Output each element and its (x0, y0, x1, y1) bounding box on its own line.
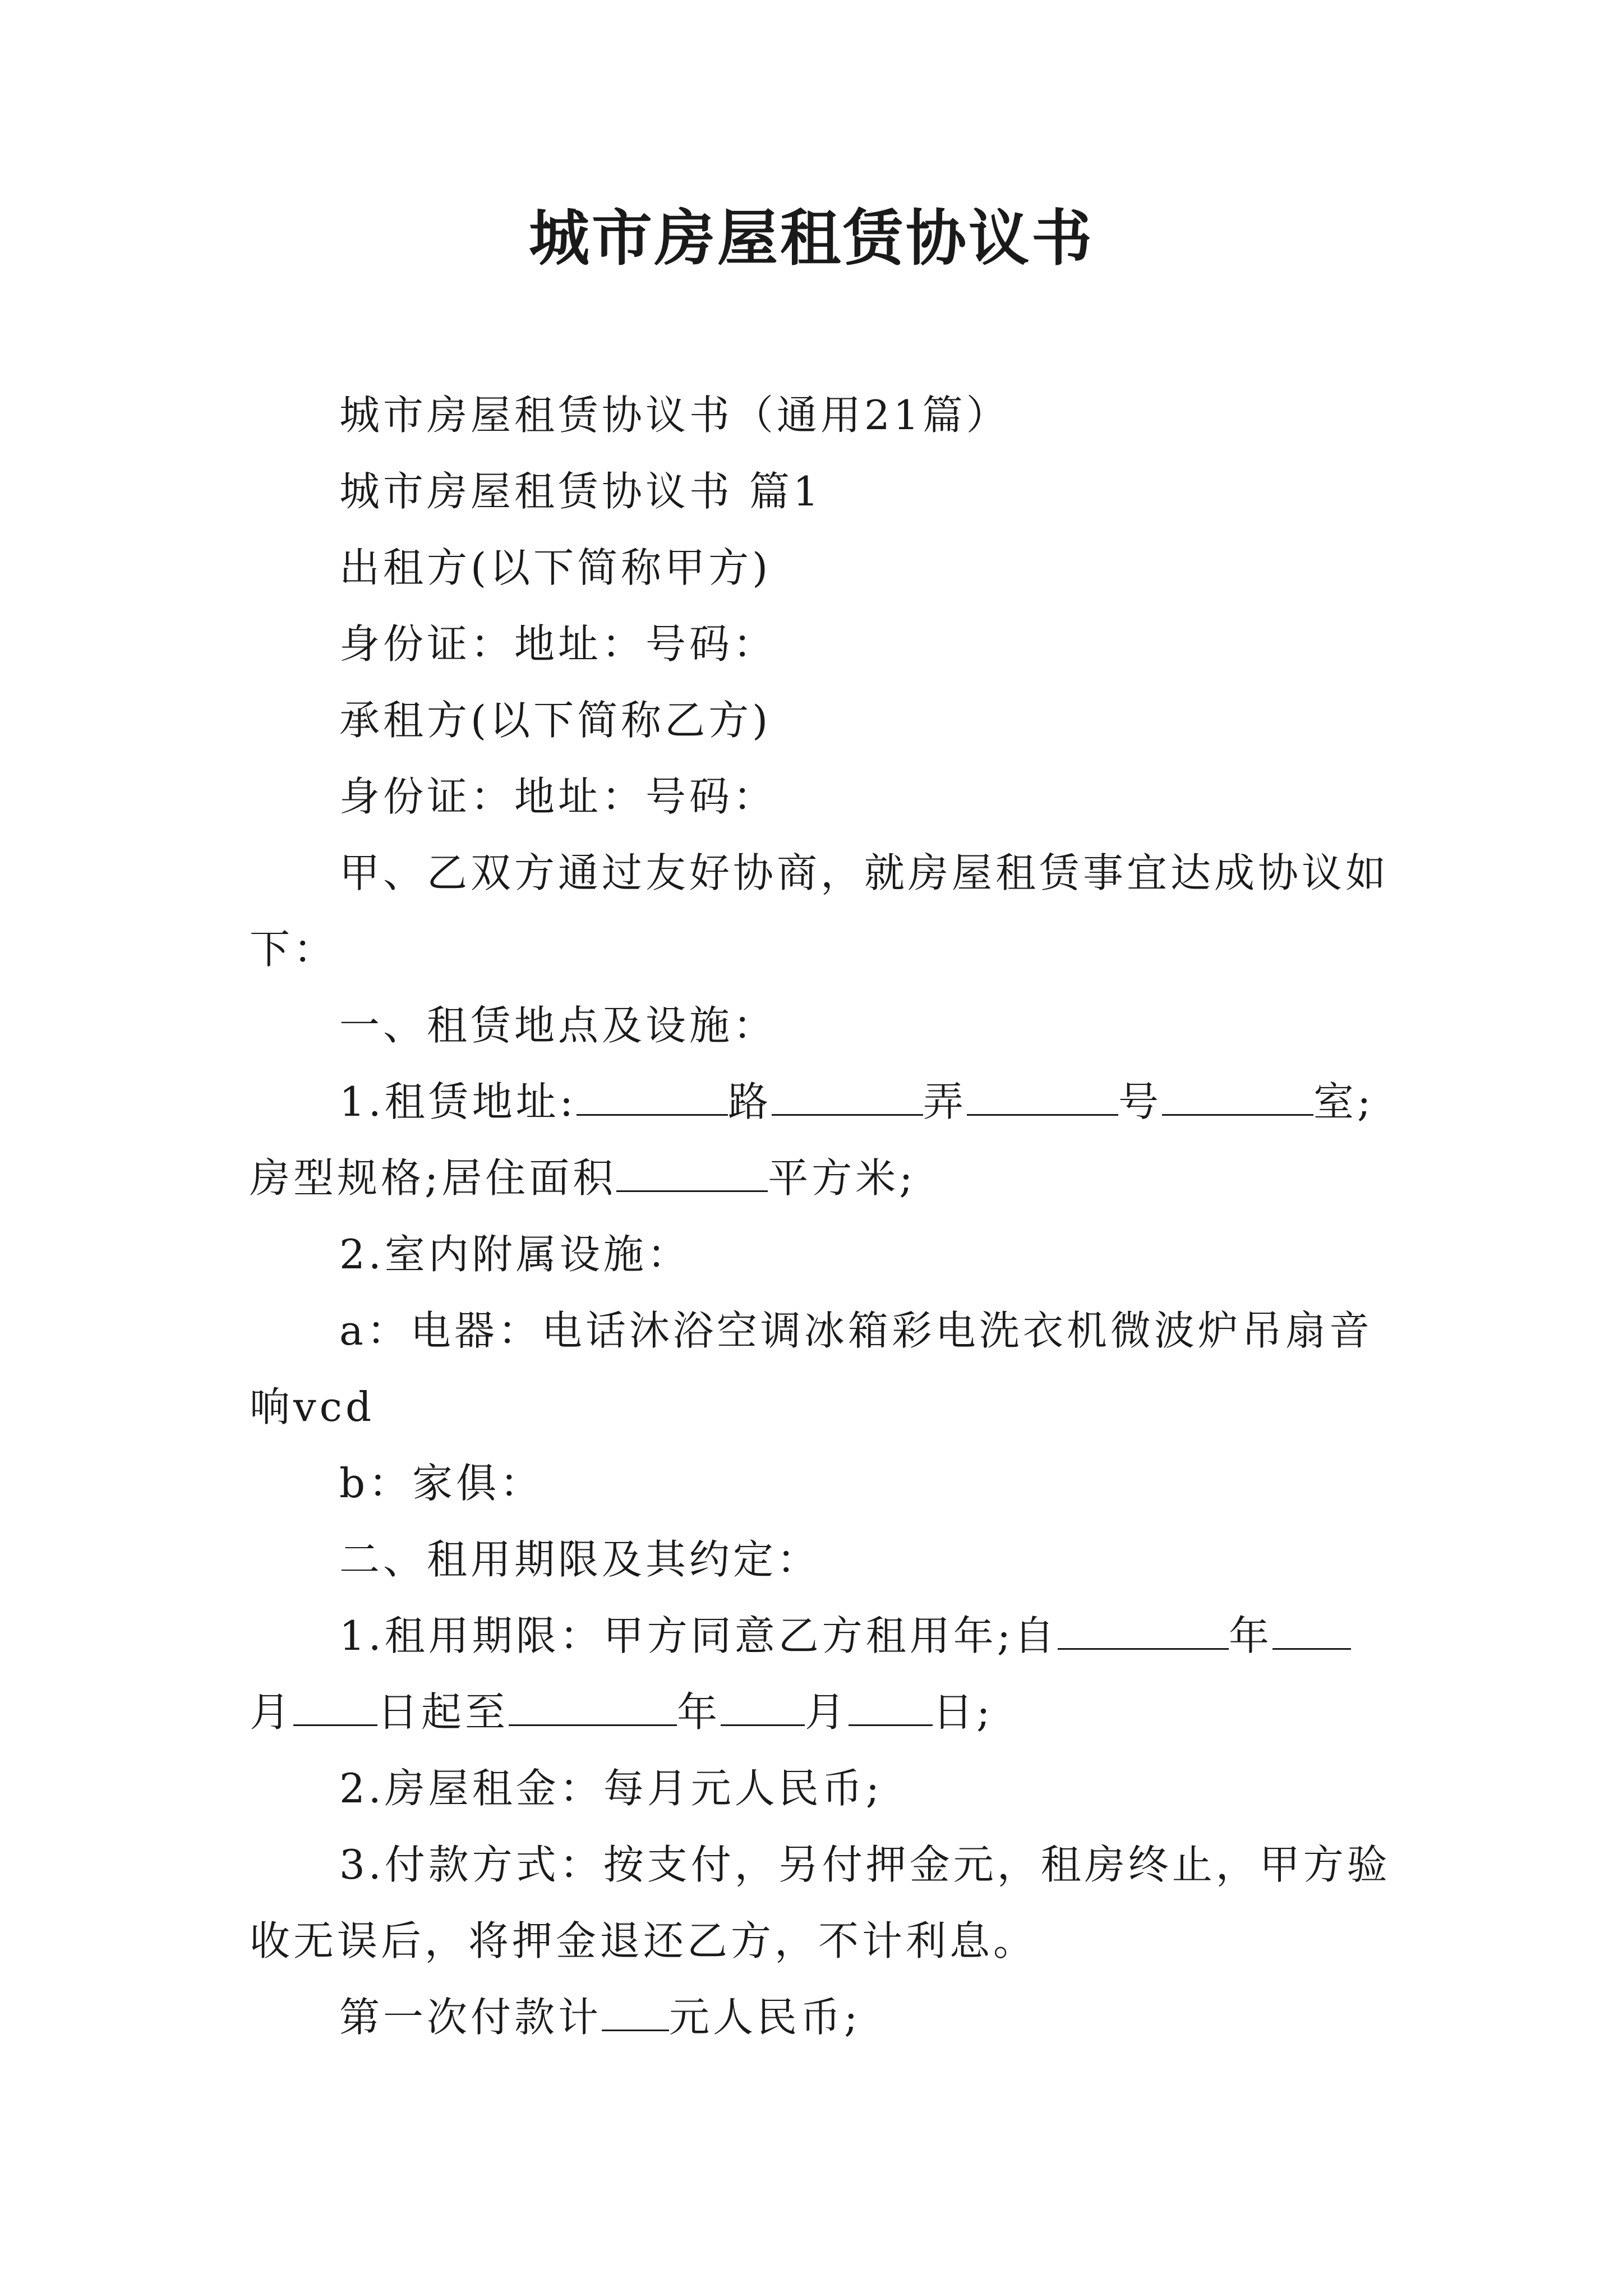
section-heading-1: 城市房屋租赁协议书 篇1 (339, 468, 822, 515)
end-year-label: 年 (677, 1688, 721, 1736)
end-month-blank[interactable] (721, 1685, 805, 1726)
rent-line: 2.房屋租金：每月元人民币; (339, 1765, 883, 1812)
lane-label: 弄 (923, 1078, 967, 1125)
lease-term-line-cont (250, 1684, 1377, 1740)
end-day-label: 日; (933, 1688, 994, 1736)
start-year-blank[interactable] (1058, 1609, 1229, 1650)
furniture-line: b：家俱： (339, 1460, 544, 1507)
end-day-blank[interactable] (849, 1685, 933, 1726)
start-day-blank[interactable] (293, 1685, 377, 1726)
room-blank[interactable] (1162, 1075, 1313, 1116)
rental-address-line (250, 1074, 1377, 1130)
lessor-line: 出租方(以下简称甲方) (339, 544, 772, 591)
start-day-label: 日起至 (377, 1688, 509, 1736)
lessor-id-line: 身份证：地址：号码： (339, 620, 777, 668)
start-month-label: 月 (250, 1688, 294, 1736)
payment-method-line: 3.付款方式：按支付，另付押金元，租房终止，甲方验 (339, 1841, 1391, 1888)
appliances-line: a：电器：电话沐浴空调冰箱彩电洗衣机微波炉吊扇音 (339, 1307, 1373, 1354)
lessee-line: 承租方(以下简称乙方) (339, 697, 772, 744)
first-payment-unit: 元人民币; (669, 1994, 861, 2041)
first-payment-label: 第一次付款计 (339, 1994, 602, 2041)
payment-method-line-cont: 收无误后，将押金退还乙方，不计利息。 (250, 1917, 1038, 1964)
clause-2-heading: 二、租用期限及其约定： (339, 1536, 821, 1583)
room-label: 室; (1313, 1078, 1375, 1125)
road-label: 路 (727, 1078, 772, 1125)
first-payment-line (250, 1989, 1377, 2045)
start-month-blank[interactable] (1272, 1609, 1351, 1650)
area-blank[interactable] (616, 1151, 768, 1192)
start-year-label: 年 (1228, 1612, 1272, 1659)
agreement-intro-cont: 下： (250, 926, 338, 973)
lessee-id-line: 身份证：地址：号码： (339, 773, 777, 820)
number-blank[interactable] (967, 1075, 1118, 1116)
end-month-label: 月 (805, 1688, 849, 1736)
area-unit-label: 平方米; (768, 1154, 916, 1202)
number-label: 号 (1118, 1078, 1163, 1125)
room-spec-label: 房型规格;居住面积 (250, 1154, 617, 1202)
clause-1-heading: 一、租赁地点及设施： (339, 1002, 777, 1049)
end-year-blank[interactable] (509, 1685, 677, 1726)
room-spec-line (250, 1150, 1377, 1206)
subtitle-line: 城市房屋租赁协议书（通用21篇） (339, 392, 1010, 439)
road-blank[interactable] (577, 1075, 728, 1116)
lease-term-line (250, 1608, 1377, 1664)
lane-blank[interactable] (772, 1075, 923, 1116)
facilities-heading: 2.室内附属设施： (339, 1231, 691, 1278)
lease-term-label: 1.租用期限：甲方同意乙方租用年;自 (339, 1612, 1058, 1659)
first-payment-blank[interactable] (602, 1990, 669, 2031)
appliances-line-cont: 响vcd (250, 1383, 375, 1430)
document-title: 城市房屋租赁协议书 (528, 203, 1094, 274)
rental-address-label: 1.租赁地址: (339, 1078, 577, 1125)
agreement-intro-line: 甲、乙双方通过友好协商，就房屋租赁事宜达成协议如 (339, 849, 1390, 896)
